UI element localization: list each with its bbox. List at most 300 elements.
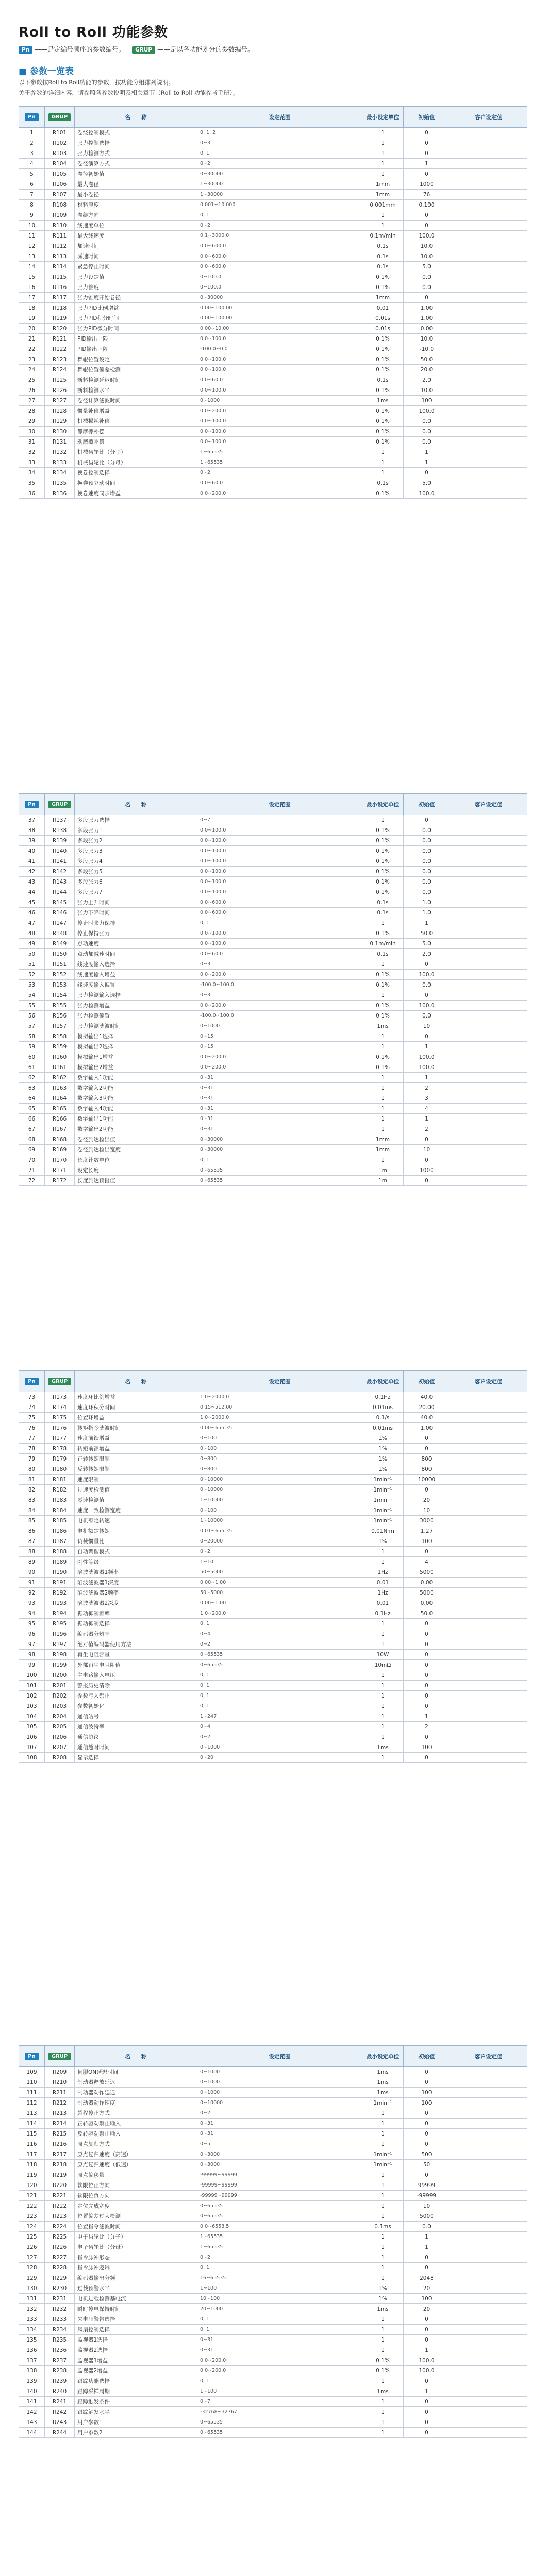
parameter-table [19,2045,527,2438]
name-cell: 张力PID积分时间 [75,313,197,324]
note-cell [450,1392,527,1402]
default-cell: 10 [404,2201,450,2211]
table-row [19,970,527,980]
code-cell: R198 [45,1650,75,1660]
unit-cell: 0.01 [362,303,404,313]
range-cell: 0.001~10.000 [197,200,362,210]
default-cell: 0 [404,221,450,231]
default-cell: 0 [404,1691,450,1701]
range-cell: 0~65535 [197,2428,362,2438]
note-cell [450,2263,527,2273]
default-cell: 1 [404,457,450,468]
pn-cell: 37 [19,815,45,825]
code-cell: R136 [45,488,75,499]
name-cell: 数字输入4功能 [75,1104,197,1114]
table-row [19,1155,527,1165]
unit-cell: 1 [362,1619,404,1629]
pn-cell: 92 [19,1588,45,1598]
pn-cell: 115 [19,2129,45,2139]
default-cell: 0.0 [404,2222,450,2232]
range-cell: -100.0~100.0 [197,1011,362,1021]
note-cell [450,251,527,262]
range-cell: 0.1~3000.0 [197,231,362,241]
code-cell: R209 [45,2067,75,2077]
unit-cell: 1 [362,2263,404,2273]
code-cell: R205 [45,1722,75,1732]
unit-cell: 1 [362,1670,404,1681]
note-cell [450,867,527,877]
name-cell: 线速度单位 [75,221,197,231]
unit-cell: 1 [362,1557,404,1567]
default-cell: 1 [404,159,450,169]
table-row [19,1753,527,1763]
pn-cell: 28 [19,406,45,416]
note-cell [450,303,527,313]
name-cell: 机械损耗补偿 [75,416,197,427]
table-row [19,210,527,221]
default-cell: 0 [404,2428,450,2438]
table-row [19,1423,527,1433]
default-cell: 100 [404,2098,450,2108]
default-cell: 0.0 [404,856,450,867]
default-cell: 1.0 [404,897,450,908]
unit-cell: 0.1% [362,385,404,396]
name-cell: 风扇控制选择 [75,2325,197,2335]
range-cell: -32768~32767 [197,2407,362,2417]
code-cell: R148 [45,928,75,939]
range-cell: 0~30000 [197,1145,362,1155]
pn-cell: 46 [19,908,45,918]
table-row [19,241,527,251]
table-row [19,1124,527,1134]
unit-cell: 0.01s [362,313,404,324]
pn-cell: 40 [19,846,45,856]
name-cell: 多段张力6 [75,877,197,887]
unit-cell: 0.1% [362,867,404,877]
default-cell: 2 [404,1722,450,1732]
pn-header-tag: Pn [25,801,38,808]
range-cell: 0~7 [197,2397,362,2407]
note-cell [450,210,527,221]
range-cell: 0~100.0 [197,282,362,293]
pn-cell: 143 [19,2417,45,2428]
note-cell [450,1433,527,1444]
note-cell [450,1062,527,1073]
name-cell: 模拟输出2增益 [75,1062,197,1073]
pn-cell: 6 [19,179,45,190]
unit-cell: 1min⁻¹ [362,1505,404,1516]
note-cell [450,457,527,468]
note-cell [450,2252,527,2263]
unit-cell: 1 [362,138,404,148]
name-cell: 过速度检测值 [75,1485,197,1495]
pn-cell: 101 [19,1681,45,1691]
range-cell: 0~10000 [197,2098,362,2108]
default-cell: 1 [404,2232,450,2242]
unit-cell: 1 [362,2428,404,2438]
table-row [19,2242,527,2252]
range-cell: 1~247 [197,1711,362,1722]
range-cell: 10~100 [197,2294,362,2304]
default-cell: 0 [404,169,450,179]
note-cell [450,918,527,928]
code-header-tag: GRUP [48,801,71,808]
code-cell: R241 [45,2397,75,2407]
pn-cell: 73 [19,1392,45,1402]
default-cell: 500 [404,2149,450,2160]
pn-cell: 2 [19,138,45,148]
range-cell: 0~65535 [197,2211,362,2222]
name-cell: 材料厚度 [75,200,197,210]
code-cell: R226 [45,2242,75,2252]
note-cell [450,1650,527,1660]
name-cell: 卷径计算滤波时间 [75,396,197,406]
column-header-name: 名 称 [75,1371,197,1392]
table-row [19,2211,527,2222]
name-cell: 模拟输出2选择 [75,1042,197,1052]
note-cell [450,887,527,897]
note-cell [450,1681,527,1691]
note-cell [450,396,527,406]
name-cell: 线速度输入偏置 [75,980,197,990]
unit-cell: 1ms [362,2386,404,2397]
range-cell: 0~65535 [197,1165,362,1176]
code-cell: R227 [45,2252,75,2263]
name-cell: 张力PID微分时间 [75,324,197,334]
unit-cell: 0.1% [362,406,404,416]
note-cell [450,241,527,251]
code-cell: R213 [45,2108,75,2119]
note-cell [450,1001,527,1011]
table-row [19,416,527,427]
group-tag: GRUP [132,46,155,54]
unit-cell: 0.1% [362,416,404,427]
unit-cell: 0.1% [362,354,404,365]
pn-cell: 109 [19,2067,45,2077]
code-cell: R115 [45,272,75,282]
range-cell: 0~65535 [197,1650,362,1660]
pn-cell: 13 [19,251,45,262]
pn-cell: 106 [19,1732,45,1742]
pn-cell: 77 [19,1433,45,1444]
code-cell: R112 [45,241,75,251]
table-row [19,959,527,970]
pn-cell: 107 [19,1742,45,1753]
table-row [19,2129,527,2139]
default-cell: 0 [404,2077,450,2088]
unit-cell: 0.1s [362,478,404,488]
note-cell [450,293,527,303]
pn-cell: 65 [19,1104,45,1114]
table-row [19,138,527,148]
unit-cell: 0.1s [362,949,404,959]
default-cell: 5.0 [404,478,450,488]
name-cell: 反转转矩限制 [75,1464,197,1475]
pn-cell: 117 [19,2149,45,2160]
code-cell: R228 [45,2263,75,2273]
pn-cell: 111 [19,2088,45,2098]
pn-cell: 27 [19,396,45,406]
table-row [19,2273,527,2283]
code-cell: R224 [45,2222,75,2232]
pn-cell: 54 [19,990,45,1001]
table-row [19,200,527,210]
default-cell: 5000 [404,1588,450,1598]
default-cell: 0 [404,1619,450,1629]
pn-cell: 70 [19,1155,45,1165]
pn-cell: 23 [19,354,45,365]
table-row [19,1691,527,1701]
range-cell: 0.0~600.0 [197,262,362,272]
code-cell: R145 [45,897,75,908]
note-cell [450,2222,527,2232]
default-cell: 10000 [404,1475,450,1485]
table-row [19,1485,527,1495]
table-row [19,2417,527,2428]
code-cell: R147 [45,918,75,928]
table-row [19,2191,527,2201]
range-cell: 0, 1 [197,918,362,928]
unit-cell: 0.1% [362,887,404,897]
unit-cell: 1 [362,447,404,457]
default-cell: 0.0 [404,980,450,990]
code-cell: R191 [45,1578,75,1588]
pn-cell: 140 [19,2386,45,2397]
code-header-tag: GRUP [48,1378,71,1385]
name-cell: 数字输出2功能 [75,1124,197,1134]
range-cell: 0~31 [197,2345,362,2355]
name-cell: 机械齿轮比（分母） [75,457,197,468]
name-cell: 停止保持张力 [75,928,197,939]
unit-cell: 1 [362,2211,404,2222]
column-header-note: 客户设定值 [450,107,527,128]
code-cell: R162 [45,1073,75,1083]
range-cell: 1~100 [197,2386,362,2397]
pn-cell: 84 [19,1505,45,1516]
code-cell: R175 [45,1413,75,1423]
pn-cell: 38 [19,825,45,836]
table-row [19,825,527,836]
pn-cell: 26 [19,385,45,396]
unit-cell: 0.01 [362,1598,404,1608]
name-cell: 再生电阻容量 [75,1650,197,1660]
code-cell: R101 [45,128,75,138]
code-cell: R116 [45,282,75,293]
name-cell: 用户参数2 [75,2428,197,2438]
unit-cell: 1% [362,1536,404,1547]
code-cell: R130 [45,427,75,437]
name-cell: 警报历史清除 [75,1681,197,1691]
pn-cell: 116 [19,2139,45,2149]
unit-cell: 1ms [362,2088,404,2098]
unit-cell: 0.1% [362,437,404,447]
name-cell: 多段张力1 [75,825,197,836]
pn-cell: 139 [19,2376,45,2386]
default-cell: 2.0 [404,949,450,959]
pn-cell: 62 [19,1073,45,1083]
unit-cell: 1ms [362,2077,404,2088]
note-cell [450,1578,527,1588]
table-row [19,2108,527,2119]
table-row [19,190,527,200]
unit-cell: 1 [362,2201,404,2211]
unit-cell: 1 [362,2376,404,2386]
code-cell: R124 [45,365,75,375]
note-cell [450,159,527,169]
note-cell [450,1021,527,1031]
code-cell: R222 [45,2201,75,2211]
code-cell: R146 [45,908,75,918]
unit-cell: 0.1s [362,375,404,385]
name-cell: 监视器2增益 [75,2366,197,2376]
range-cell: 0.0~200.0 [197,2355,362,2366]
pn-cell: 36 [19,488,45,499]
default-cell: 100.0 [404,1052,450,1062]
range-cell: 0~1000 [197,2067,362,2077]
note-cell [450,488,527,499]
note-cell [450,928,527,939]
default-cell: 0 [404,815,450,825]
table-row [19,1722,527,1732]
note-cell [450,354,527,365]
pn-cell: 11 [19,231,45,241]
pn-cell: 7 [19,190,45,200]
name-cell: 张力检测输入选择 [75,990,197,1001]
default-cell: 0 [404,2139,450,2149]
default-cell: 0.0 [404,416,450,427]
code-cell: R233 [45,2314,75,2325]
range-cell: 0~31 [197,2119,362,2129]
pn-cell: 53 [19,980,45,990]
pn-cell: 5 [19,169,45,179]
table-row [19,1042,527,1052]
name-cell: 原点复归速度（低速） [75,2160,197,2170]
code-cell: R117 [45,293,75,303]
range-cell: 0.0~100.0 [197,416,362,427]
range-cell: 0~31 [197,1114,362,1124]
range-cell: 0.00~655.35 [197,1423,362,1433]
range-cell: 0.00~1.00 [197,1598,362,1608]
code-cell: R212 [45,2098,75,2108]
name-cell: 参数写入禁止 [75,1691,197,1701]
name-cell: 张力上升时间 [75,897,197,908]
default-cell: 100 [404,396,450,406]
code-cell: R202 [45,1691,75,1701]
note-cell [450,908,527,918]
table-row [19,334,527,344]
pn-legend-text: ——是定编号顺序的参数编号。 [35,45,125,53]
code-cell: R223 [45,2211,75,2222]
note-cell [450,2314,527,2325]
range-cell: -100.0~100.0 [197,980,362,990]
table-row [19,1516,527,1526]
unit-cell: 1 [362,2345,404,2355]
note-cell [450,385,527,396]
table-row [19,324,527,334]
pn-cell: 90 [19,1567,45,1578]
unit-cell: 1 [362,1722,404,1732]
table-row [19,1104,527,1114]
code-cell: R211 [45,2088,75,2098]
unit-cell: 1 [362,1124,404,1134]
pn-cell: 98 [19,1650,45,1660]
name-cell: 监视器1选择 [75,2335,197,2345]
code-cell: R192 [45,1588,75,1598]
note-cell [450,1588,527,1598]
unit-cell: 0.1Hz [362,1608,404,1619]
unit-cell: 1 [362,990,404,1001]
column-header-code [45,107,75,128]
range-cell: 0~100 [197,1433,362,1444]
default-cell: 3 [404,1093,450,1104]
table-row [19,1650,527,1660]
default-cell: 100.0 [404,1001,450,1011]
note-cell [450,939,527,949]
code-cell: R203 [45,1701,75,1711]
range-cell: 1~100 [197,2283,362,2294]
pn-cell: 29 [19,416,45,427]
range-cell: 0, 1 [197,1619,362,1629]
name-cell: 软限位正方向 [75,2180,197,2191]
unit-cell: 1 [362,1104,404,1114]
default-cell: 100.0 [404,2366,450,2376]
name-cell: 软限位负方向 [75,2191,197,2201]
default-cell: 50.0 [404,1608,450,1619]
unit-cell: 0.1% [362,1052,404,1062]
pn-cell: 12 [19,241,45,251]
code-cell: R171 [45,1165,75,1176]
pn-cell: 67 [19,1124,45,1134]
default-cell: 2048 [404,2273,450,2283]
column-header-default: 初始值 [404,107,450,128]
pn-cell: 47 [19,918,45,928]
unit-cell: 1 [362,2335,404,2345]
default-cell: 0 [404,2119,450,2129]
pn-cell: 89 [19,1557,45,1567]
name-cell: 卷径演算方式 [75,159,197,169]
note-cell [450,1444,527,1454]
unit-cell: 1Hz [362,1588,404,1598]
code-cell: R176 [45,1423,75,1433]
name-cell: 断料检测水平 [75,385,197,396]
range-cell: 0~3 [197,990,362,1001]
pn-cell: 126 [19,2242,45,2252]
unit-cell: 0.1m/min [362,231,404,241]
table-row [19,836,527,846]
default-cell: 0 [404,2108,450,2119]
default-cell: 100.0 [404,970,450,980]
unit-cell: 1 [362,221,404,231]
default-cell: 0.0 [404,427,450,437]
pn-tag: Pn [19,46,32,54]
code-cell: R170 [45,1155,75,1165]
code-cell: R153 [45,980,75,990]
range-cell: 0.0~200.0 [197,488,362,499]
pn-cell: 132 [19,2304,45,2314]
default-cell: 1.27 [404,1526,450,1536]
unit-cell: 0.1% [362,2355,404,2366]
pn-cell: 110 [19,2077,45,2088]
code-cell: R242 [45,2407,75,2417]
default-cell: 99999 [404,2180,450,2191]
code-cell: R140 [45,846,75,856]
range-cell: 0, 1 [197,2376,362,2386]
default-cell: 0 [404,138,450,148]
note-cell [450,200,527,210]
name-cell: 刚性等级 [75,1557,197,1567]
name-cell: 速度环比例增益 [75,1392,197,1402]
unit-cell: 1 [362,2417,404,2428]
